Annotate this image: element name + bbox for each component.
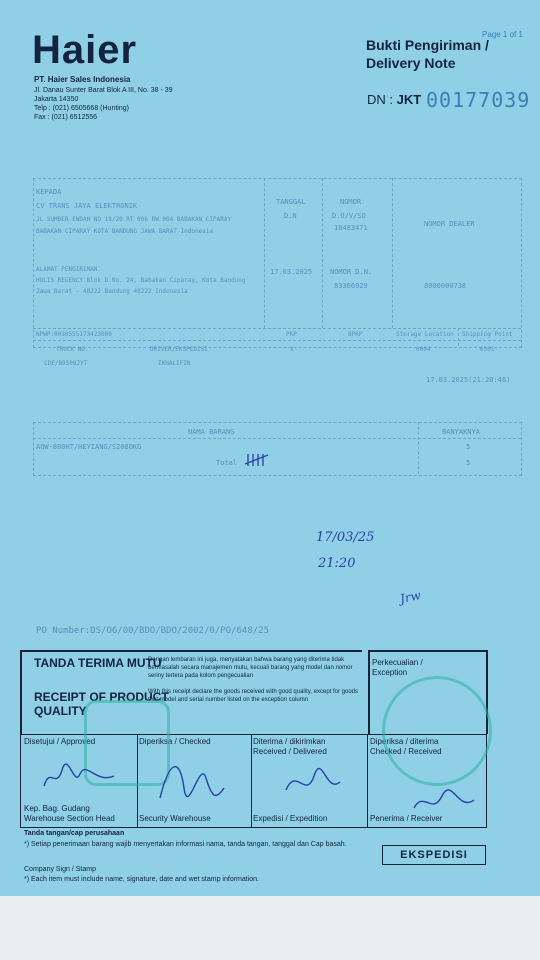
company-name: PT. Haier Sales Indonesia: [34, 75, 131, 84]
driver-value: IKHALIFIN: [158, 360, 191, 367]
haier-logo: Haier: [32, 28, 138, 72]
background-surface: [0, 896, 540, 960]
divider: [322, 178, 323, 328]
receipt-title-en-2: QUALITY: [34, 704, 87, 718]
signature-receiver: [410, 782, 480, 822]
footer-line-4: *) Each item must include name, signature, date and wet stamp information.: [24, 876, 260, 883]
signature-approved: [40, 756, 120, 796]
company-address: [34, 86, 173, 122]
items-header-name: NAMA BARANG: [188, 428, 235, 436]
title-line-1: Bukti Pengiriman /: [366, 37, 489, 53]
driver-label: DRIVER/EKSPEDISI: [150, 346, 208, 353]
dn-number: 00177039: [426, 88, 531, 112]
signature-checked: [150, 748, 230, 808]
nomor-dn-value: 83366929: [334, 282, 368, 290]
receipt-text-en: With this receipt declare the goods received with good quality, except for goods that model and serial number listed on the exception column: [148, 689, 359, 703]
sig-received-label-1: Diperiksa / diterima: [370, 737, 439, 746]
recipient-name: CV TRANS JAYA ELEKTRONIK: [36, 202, 138, 210]
npwp: NPWP:0030555173423000: [36, 331, 112, 338]
nomor-do-value: 10483471: [334, 224, 368, 232]
ship-address-1: HOLIS REGENCY Blok D No. 24, Babakan Ciparay, Kota Bandung: [36, 277, 246, 284]
divider: [33, 340, 521, 341]
shipping-label: Shipping Point: [462, 331, 513, 338]
divider: [33, 438, 521, 439]
dn-prefix: JKT: [396, 92, 422, 107]
total-qty: 5: [466, 459, 471, 467]
address-line: Jakarta 14350: [34, 96, 79, 103]
pkp-label: PKP: [286, 331, 297, 338]
total-label: Total: [216, 459, 238, 467]
address-line: Telp : (021) 6505668 (Hunting): [34, 105, 129, 112]
sig-delivered-label-2: Received / Delivered: [253, 747, 327, 756]
ship-address-2: Jawa Barat - 40222 Bandung 40222 Indonesia: [36, 288, 188, 295]
recipient-address-1: JL SUMBER ENDAH NO 18/20 RT 006 RW 004 BABAKAN CIPARAY: [36, 216, 232, 223]
page-indicator: Page 1 of 1: [482, 30, 523, 39]
tanggal-value: D.N: [284, 212, 297, 220]
sig-received-role: Penerima / Receiver: [370, 814, 443, 823]
divider: [264, 178, 265, 328]
dn-label-text: DN :: [367, 92, 397, 107]
address-line: Jl. Danau Sunter Barat Blok A III, No. 38 - 39: [34, 87, 173, 94]
dealer-value: 8000000738: [424, 282, 467, 290]
kepada-label: KEPADA: [36, 188, 62, 196]
company-stamp: [382, 676, 492, 786]
nomor-label: NOMOR: [340, 198, 362, 206]
signature-delivered: [280, 760, 360, 810]
items-header-qty: BANYAKNYA: [442, 428, 480, 436]
po-number: PO Number:DS/O6/00/BDO/BDO/2002/0/PO/648/25: [36, 626, 269, 636]
storage-value: 0004: [416, 346, 431, 353]
footer-line-1: Tanda tangan/cap perusahaan: [24, 830, 125, 837]
exception-label-1: Perkecualian /: [372, 658, 423, 667]
item-name: AQW-800HT/HEYIANG/S2080KG: [36, 443, 142, 451]
nomor-dn-label: NOMOR D.N.: [330, 268, 373, 276]
tally-marks: [244, 452, 274, 468]
sig-checked-label: Diperiksa / Checked: [139, 737, 211, 746]
shipping-value: 6501: [480, 346, 495, 353]
item-qty: 5: [466, 443, 471, 451]
divider: [33, 328, 521, 329]
sig-received-label-2: Checked / Received: [370, 747, 442, 756]
sig-checked-role: Security Warehouse: [139, 814, 211, 823]
divider: [418, 422, 419, 474]
document-title: [366, 36, 489, 72]
footer-line-2: *) Setiap penerimaan barang wajib menyertakan informasi nama, tanda tangan, tanggal dan Cap basah.: [24, 841, 347, 848]
footer-line-3: Company Sign / Stamp: [24, 866, 96, 873]
storage-label: Storage Location: [396, 331, 454, 338]
handwritten-mark: Jrw: [398, 587, 423, 607]
receipt-title-en-1: RECEIPT OF PRODUCT: [34, 690, 169, 704]
tanggal-label: TANGGAL: [276, 198, 306, 206]
sig-delivered-label-1: Diterima / dikirimkan: [253, 737, 326, 746]
sig-approved-label: Disetujui / Approved: [24, 737, 96, 746]
address-line: Fax : (021) 6512556: [34, 114, 98, 121]
tanggal-date: 17.03.2025: [270, 268, 313, 276]
bpkp-label: BPKP: [348, 331, 363, 338]
recipient-address-2: BABAKAN CIPARAY KOTA BANDUNG JAWA BARAT Indonesia: [36, 228, 214, 235]
sig-approved-role-1: Kep. Bag. Gudang: [24, 804, 90, 813]
dealer-label: NOMOR DEALER: [424, 220, 475, 228]
ekspedisi-label: EKSPEDISI: [382, 845, 486, 865]
pkp-value: X: [290, 346, 294, 353]
handwritten-time: 21:20: [318, 556, 356, 571]
receipt-title-id: TANDA TERIMA MUTU: [34, 656, 162, 670]
dn-label: [367, 92, 421, 107]
nomor-do-label: D.O/V/SO: [332, 212, 366, 220]
truck-value: CDE/B9509JYT: [44, 360, 88, 367]
ship-label: ALAMAT PENGIRIMAN: [36, 266, 98, 273]
truck-label: TRUCK NO.: [56, 346, 89, 353]
title-line-2: Delivery Note: [366, 55, 456, 71]
sig-delivered-role: Expedisi / Expedition: [253, 814, 328, 823]
exception-label-2: Exception: [372, 668, 408, 677]
divider: [458, 328, 459, 346]
divider: [392, 178, 393, 328]
sig-approved-role-2: Warehouse Section Head: [24, 814, 115, 823]
receipt-text-id: Dengan lembaran ini juga, menyatakan bahwa barang yang diterima tidak bermasalah secara manajemen mutu, kecuali barang yang model dan nomor seriny tertera pada kolom pengecualian: [148, 657, 353, 679]
print-timestamp: 17.03.2025(21:20:46): [426, 376, 511, 384]
handwritten-date: 17/03/25: [316, 530, 375, 545]
